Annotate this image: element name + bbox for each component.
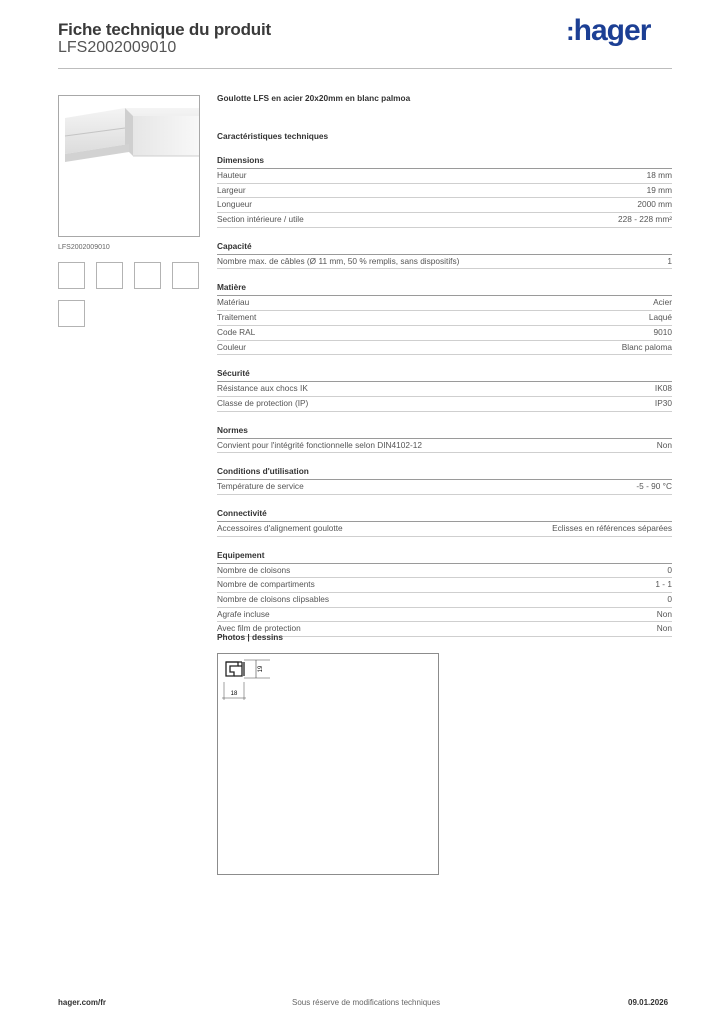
spec-row [217, 439, 672, 454]
spec-value: 2000 mm [637, 199, 672, 210]
product-code: LFS2002009010 [58, 39, 177, 56]
spec-row [217, 397, 672, 412]
spec-row [217, 522, 672, 537]
dim-height-label: 19 [258, 665, 264, 673]
footer-website-link[interactable]: hager.com/fr [58, 998, 107, 1007]
spec-label: Couleur [217, 341, 247, 352]
spec-row [217, 480, 672, 495]
cable-trunking-image [59, 96, 199, 236]
dim-width-label: 18 [230, 691, 238, 697]
spec-value: Acier [653, 297, 672, 308]
thumbnail-5[interactable] [58, 300, 85, 327]
spec-row [217, 311, 672, 326]
spec-label: Résistance aux chocs IK [217, 383, 308, 394]
spec-value: 1 [667, 255, 672, 266]
spec-section [217, 240, 672, 270]
spec-value: 0 [667, 594, 672, 604]
spec-label: Nombre max. de câbles (Ø 11 mm, 50 % remplis, sans dispositifs) [217, 255, 460, 266]
image-caption: LFS2002009010 [58, 244, 110, 251]
section-title: Normes [217, 424, 672, 439]
section-title: Equipement [217, 549, 672, 564]
spec-row [217, 198, 672, 213]
technical-drawing[interactable] [217, 653, 439, 875]
section-title: Dimensions [217, 154, 672, 169]
tech-heading: Caractéristiques techniques [217, 131, 329, 141]
spec-row [217, 296, 672, 311]
spec-row [217, 255, 672, 270]
spec-row [217, 213, 672, 228]
spec-value: 19 mm [646, 184, 672, 195]
spec-sections [217, 154, 672, 637]
cross-section-drawing [218, 654, 438, 874]
spec-value: IK08 [654, 383, 672, 394]
spec-section [217, 549, 672, 637]
thumbnail-4[interactable] [172, 262, 199, 289]
spec-label: Accessoires d'alignement goulotte [217, 522, 343, 533]
spec-value: 1 - 1 [655, 579, 672, 590]
section-title: Connectivité [217, 507, 672, 522]
spec-label: Largeur [217, 184, 246, 195]
spec-value: Non [656, 608, 672, 619]
spec-value: Non [656, 623, 672, 634]
spec-row [217, 622, 672, 637]
spec-row [217, 184, 672, 199]
spec-value: Non [656, 439, 672, 450]
spec-row [217, 326, 672, 341]
spec-content [217, 92, 672, 637]
spec-value: IP30 [654, 397, 672, 408]
thumbnail-3[interactable] [134, 262, 161, 289]
thumbnail-1[interactable] [58, 262, 85, 289]
photos-heading: Photos | dessins [217, 632, 283, 642]
spec-row [217, 382, 672, 397]
spec-value: 0 [667, 564, 672, 575]
header-divider [58, 68, 672, 69]
spec-row [217, 578, 672, 593]
thumbnail-2[interactable] [96, 262, 123, 289]
hager-logo[interactable]: :hager [566, 14, 651, 47]
spec-section [217, 465, 672, 495]
spec-label: Nombre de cloisons [217, 564, 291, 575]
section-title: Capacité [217, 240, 672, 255]
spec-label: Convient pour l'intégrité fonctionnelle selon DIN4102-12 [217, 439, 422, 450]
spec-value: 18 mm [646, 170, 672, 180]
footer-disclaimer: Sous réserve de modifications techniques [292, 998, 441, 1007]
spec-label: Hauteur [217, 170, 247, 180]
spec-row [217, 593, 672, 608]
spec-value: Laqué [648, 312, 672, 323]
page-title: Fiche technique du produit [58, 20, 271, 39]
spec-label: Section intérieure / utile [217, 214, 304, 225]
section-title: Sécurité [217, 367, 672, 382]
spec-label: Nombre de compartiments [217, 579, 315, 590]
spec-label: Avec film de protection [217, 623, 301, 634]
spec-section [217, 507, 672, 537]
spec-label: Nombre de cloisons clipsables [217, 594, 330, 604]
spec-value: 228 - 228 mm² [618, 214, 672, 225]
spec-section [217, 424, 672, 454]
product-description: Goulotte LFS en acier 20x20mm en blanc palmoa [217, 93, 411, 103]
spec-label: Traitement [217, 312, 257, 323]
spec-section [217, 367, 672, 411]
spec-label: Code RAL [217, 326, 256, 337]
spec-label: Agrafe incluse [217, 608, 270, 619]
spec-value: Eclisses en références séparées [552, 522, 672, 533]
product-image[interactable] [58, 95, 200, 237]
spec-label: Longueur [217, 199, 253, 210]
spec-value: -5 - 90 °C [636, 481, 672, 492]
spec-section [217, 154, 672, 228]
spec-label: Matériau [217, 297, 250, 308]
spec-row [217, 341, 672, 356]
spec-value: 9010 [653, 326, 672, 337]
spec-row [217, 608, 672, 623]
section-title: Conditions d'utilisation [217, 465, 672, 480]
spec-row [217, 169, 672, 184]
spec-value: Blanc paloma [621, 341, 672, 352]
spec-label: Classe de protection (IP) [217, 397, 309, 408]
spec-label: Température de service [217, 481, 304, 492]
section-title: Matière [217, 281, 672, 296]
spec-row [217, 564, 672, 579]
spec-section [217, 281, 672, 355]
footer-date: 09.01.2026 [628, 998, 669, 1007]
